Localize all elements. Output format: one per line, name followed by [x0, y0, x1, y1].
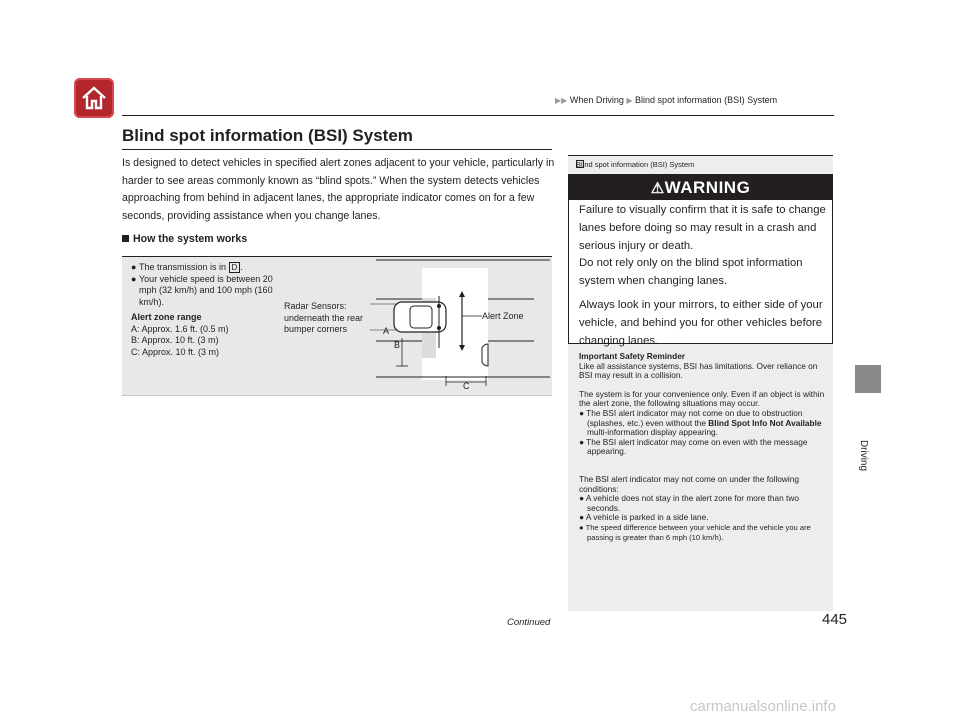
warning-text [579, 202, 827, 356]
bullet-item: ● The speed difference between your vehicle and the vehicle you are passing is greater than 6 mph (10 km/h). [579, 522, 811, 542]
alert-zone-label: Alert Zone [482, 311, 524, 321]
warning-p2: Do not rely only on the blind spot information system when changing lanes. [579, 257, 803, 288]
label-c: C [463, 381, 470, 391]
range-c: C: Approx. 10 ft. (3 m) [131, 346, 220, 357]
watermark: carmanualsonline.info [690, 698, 836, 715]
breadcrumb [555, 95, 777, 105]
alert-zone-diagram [370, 258, 552, 392]
warning-triangle-icon: ⚠ [650, 180, 665, 197]
range-heading: Alert zone range [131, 312, 202, 322]
breadcrumb-item-driving[interactable]: When Driving [569, 95, 624, 105]
page-number: 445 [822, 611, 848, 628]
section-tab[interactable] [855, 365, 881, 393]
conditions-text: ● The transmission is in D . ● Your vehicle speed is between 20 mph (32 km/h) and 100 mph (160 km/h). Alert zone range A: Approx. 1.6 ft. (0.5 m) B: Approx. 10 ft. (3 m) C: Approx. 10 ft. (3 m) [131, 262, 281, 358]
safety-text: Like all assistance systems, BSI has limitations. Over reliance on BSI may result in a collision. [579, 360, 818, 381]
warning-p3: Always look in your mirrors, to either side of your vehicle, and behind you for other vehicles before changing lanes. [579, 298, 823, 347]
bullet-item: ● The BSI alert indicator may come on even with the message appearing. [579, 436, 808, 457]
home-icon [80, 84, 108, 112]
label-a: A [383, 326, 390, 336]
home-button[interactable] [74, 78, 114, 118]
breadcrumb-item-bsi: Blind spot information (BSI) System [635, 95, 778, 105]
notes-header: Blind spot information (BSI) System [568, 155, 833, 168]
conditions-text-note: The BSI alert indicator may not come on under the following conditions: [579, 473, 799, 494]
bullet-item: ● A vehicle does not stay in the alert zone for more than two seconds. [579, 493, 799, 513]
radar-sensor-label: Radar Sensors: underneath the rear bumper corners [284, 301, 364, 334]
gear-d-icon: D [229, 262, 241, 273]
notes-body [579, 352, 829, 542]
title-divider [122, 149, 552, 150]
range-a: A: Approx. 1.6 ft. (0.5 m) [131, 323, 229, 334]
continued-label: Continued [507, 617, 551, 628]
condition-speed: Your vehicle speed is between 20 mph (32 km/h) and 100 mph (160 km/h). [139, 273, 273, 307]
convenience-text: The system is for your convenience only. Even if an object is within the alert zone, the following situations may occur. [579, 388, 825, 409]
range-b: B: Approx. 10 ft. (3 m) [131, 335, 219, 345]
header-divider [122, 115, 834, 116]
warning-title: ⚠WARNING [569, 175, 832, 200]
bullet-item: ● The BSI alert indicator may not come on due to obstruction (splashes, etc.) even without the Blind Spot Info Not Available multi-information display appearing. [579, 407, 822, 438]
bullet-item: ● A vehicle is parked in a side lane. [579, 512, 709, 523]
intro-paragraph: Is designed to detect vehicles in specified alert zones adjacent to your vehicle, particularly in harder to see areas commonly known as “blind spots.” When the system detects vehicles approaching from behind in adjacent lanes, the appropriate indicator comes on for a few seconds, providing assistance when you change lanes. [122, 157, 555, 222]
side-section-label: Driving [858, 439, 870, 472]
page-title: Blind spot information (BSI) System [122, 126, 413, 145]
condition-transmission: The transmission is in [139, 262, 227, 272]
label-b: B [394, 340, 401, 350]
warning-p1: Failure to visually confirm that it is safe to change lanes before doing so may result in a crash and serious injury or death. [579, 204, 826, 252]
section-heading: How the system works [122, 233, 247, 245]
chevron-right-icon: ▶▶ [555, 96, 568, 105]
safety-title: Important Safety Reminder [579, 351, 686, 361]
square-bullet-icon [122, 235, 129, 242]
chevron-right-icon: ▶ [626, 96, 633, 105]
